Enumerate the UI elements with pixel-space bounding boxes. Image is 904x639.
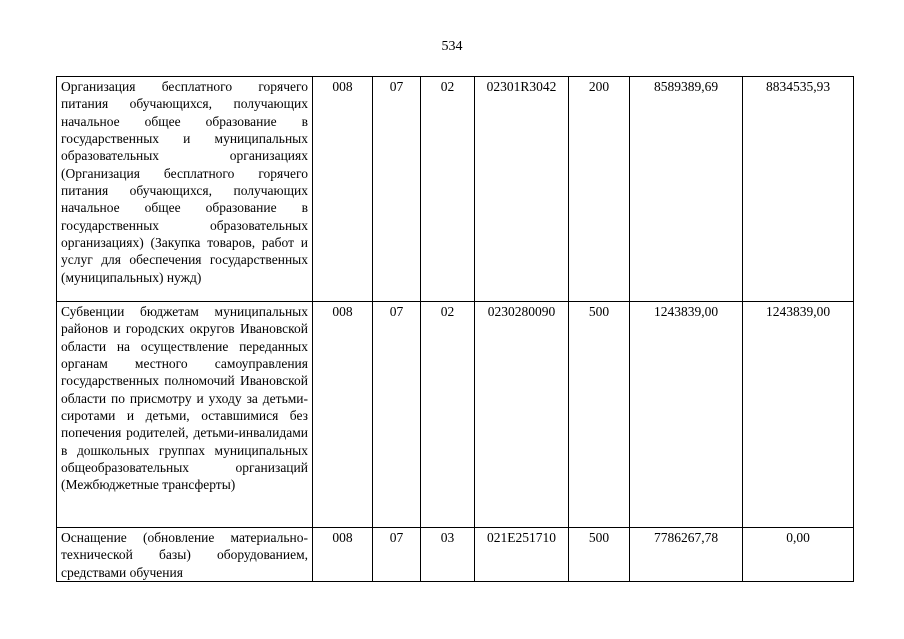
expense-type-code: 500 <box>569 302 630 528</box>
amount-year-1: 1243839,00 <box>630 302 743 528</box>
table-row <box>57 528 854 582</box>
page-number: 534 <box>441 39 463 54</box>
expense-type-code: 200 <box>569 77 630 302</box>
section-code: 07 <box>373 302 421 528</box>
ministry-code: 008 <box>313 302 373 528</box>
table-row <box>57 77 854 302</box>
subsection-code: 02 <box>421 302 475 528</box>
subsection-code: 02 <box>421 77 475 302</box>
expense-type-code: 500 <box>569 528 630 582</box>
table-row <box>57 302 854 528</box>
target-item-code: 02301R3042 <box>475 77 569 302</box>
row-description: Субвенции бюджетам муниципальных районов и городских округов Ивановской области на осуществление переданных органам местного самоуправления государственных полномочий Ивановской области по присмотру и уходу за детьми-сиротами и детьми, оставшимися без попечения родителей, детьми-инвалидами в дошкольных группах муниципальных общеобразовательных организаций (Межбюджетные трансферты) <box>57 302 313 528</box>
section-code: 07 <box>373 528 421 582</box>
section-code: 07 <box>373 77 421 302</box>
subsection-code: 03 <box>421 528 475 582</box>
ministry-code: 008 <box>313 528 373 582</box>
budget-table <box>56 76 854 582</box>
amount-year-2: 0,00 <box>743 528 854 582</box>
row-description: Организация бесплатного горячего питания обучающихся, получающих начальное общее образование в государственных и муниципальных образовательных организациях (Организация бесплатного горячего питания обучающихся, получающих начальное общее образование в государственных образовательных организациях) (Закупка товаров, работ и услуг для обеспечения государственных (муниципальных) нужд) <box>57 77 313 302</box>
row-description: Оснащение (обновление материально-технической базы) оборудованием, средствами обучения <box>57 528 313 582</box>
amount-year-2: 8834535,93 <box>743 77 854 302</box>
amount-year-1: 8589389,69 <box>630 77 743 302</box>
target-item-code: 021E251710 <box>475 528 569 582</box>
amount-year-1: 7786267,78 <box>630 528 743 582</box>
ministry-code: 008 <box>313 77 373 302</box>
target-item-code: 0230280090 <box>475 302 569 528</box>
amount-year-2: 1243839,00 <box>743 302 854 528</box>
